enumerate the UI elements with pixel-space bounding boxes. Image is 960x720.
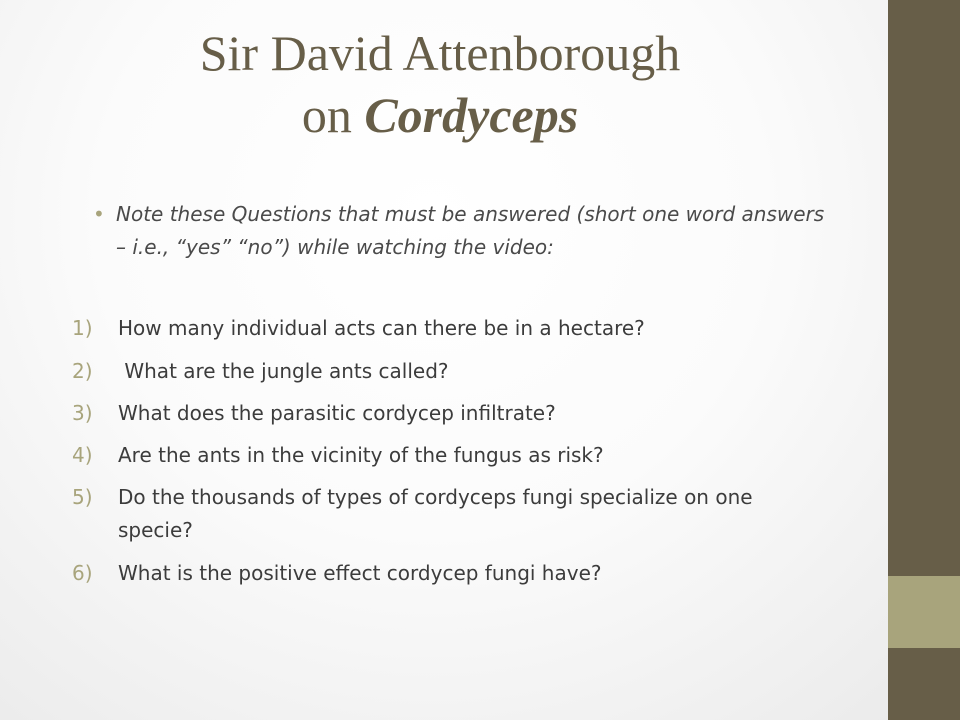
question-number: 4)	[72, 443, 93, 467]
intro-bullet	[93, 198, 833, 264]
question-item	[72, 557, 812, 590]
question-text: Are the ants in the vicinity of the fungus as risk?	[118, 443, 604, 467]
title-line-2	[90, 84, 790, 146]
question-number: 1)	[72, 316, 93, 340]
question-item	[72, 312, 812, 345]
bullet-icon: •	[93, 202, 105, 226]
question-item	[72, 397, 812, 430]
question-number: 6)	[72, 561, 93, 585]
intro-text: Note these Questions that must be answered (short one word answers – i.e., “yes” “no”) while watching the video:	[116, 202, 825, 259]
question-number: 2)	[72, 359, 93, 383]
title-cordyceps: Cordyceps	[364, 87, 579, 143]
title-on: on	[301, 87, 365, 143]
question-item	[72, 439, 812, 472]
question-text: What is the positive effect cordycep fungi have?	[118, 561, 602, 585]
sidebar-dark-top	[888, 0, 960, 576]
sidebar-accent-block	[888, 576, 960, 648]
question-text: Do the thousands of types of cordyceps fungi specialize on one specie?	[118, 485, 753, 542]
question-number: 3)	[72, 401, 93, 425]
slide-title	[90, 22, 790, 146]
question-text: How many individual acts can there be in a hectare?	[118, 316, 645, 340]
sidebar-dark-bottom	[888, 648, 960, 720]
question-item	[72, 355, 812, 388]
question-text: What does the parasitic cordycep infiltrate?	[118, 401, 556, 425]
title-line-1: Sir David Attenborough	[199, 25, 681, 81]
question-text: What are the jungle ants called?	[118, 359, 449, 383]
question-number: 5)	[72, 485, 93, 509]
question-item	[72, 481, 812, 547]
